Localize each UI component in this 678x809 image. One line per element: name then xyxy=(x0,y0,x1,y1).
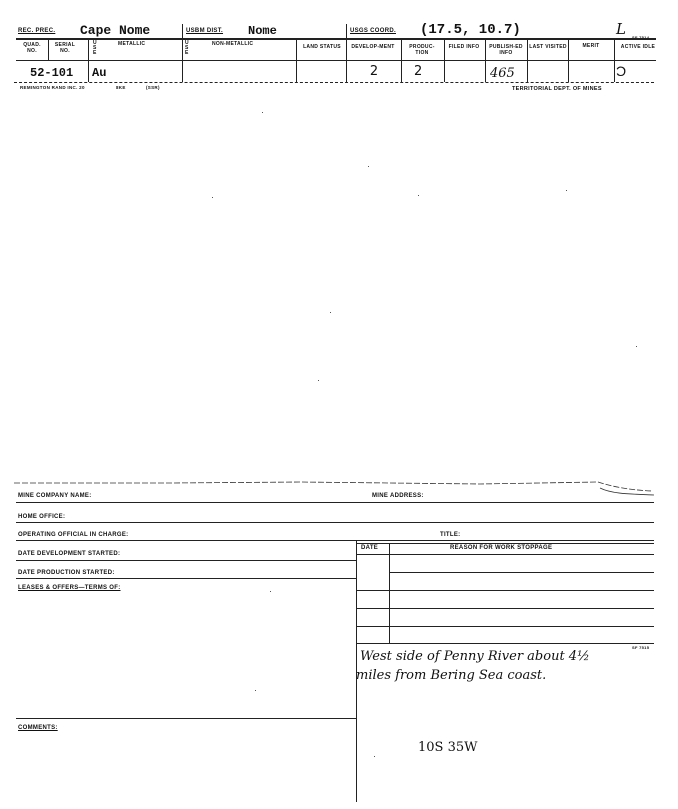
divider xyxy=(182,24,183,38)
footer-right: TERRITORIAL DEPT. OF MINES xyxy=(512,86,602,92)
rule xyxy=(356,608,654,609)
rule xyxy=(390,572,654,573)
rule xyxy=(356,554,654,555)
rule xyxy=(16,540,654,541)
rule xyxy=(16,560,356,561)
form-number: SF 7514 xyxy=(632,35,650,40)
development-header: DEVELOP-MENT xyxy=(351,44,395,50)
published-info-header: PUBLISH-ED INFO xyxy=(489,44,523,56)
rule xyxy=(356,626,654,627)
active-idle-value: Ɔ xyxy=(616,63,627,79)
use-header-metallic: U S E xyxy=(93,40,97,56)
note-line-2: miles from Bering Sea coast. xyxy=(356,668,547,683)
use-header-nonmetallic: U S E xyxy=(185,40,189,56)
active-idle-header: ACTIVE IDLE xyxy=(620,44,656,50)
development-value: 2 xyxy=(369,64,379,79)
leases-label: LEASES & OFFERS—TERMS OF: xyxy=(18,585,121,591)
rule xyxy=(356,590,654,591)
non-metallic-header: NON-METALLIC xyxy=(212,41,254,47)
last-visited-header: LAST VISITED xyxy=(529,44,567,50)
rule xyxy=(16,60,656,61)
date-col-label: DATE xyxy=(361,545,379,551)
quad-no-header: QUAD. NO. xyxy=(23,42,41,54)
footer-left: REMINGTON RAND INC. 20 xyxy=(20,85,85,90)
footer-mid-1: 8KE xyxy=(116,85,126,90)
production-value: 2 xyxy=(414,64,423,79)
quad-serial-value: 52-101 xyxy=(30,66,74,80)
footer-mid-2: (SSR) xyxy=(146,85,160,90)
mine-address-label: MINE ADDRESS: xyxy=(372,493,424,499)
usgs-coord-value: (17.5, 10.7) xyxy=(420,22,521,38)
rule xyxy=(16,502,654,503)
metallic-header: METALLIC xyxy=(118,41,146,47)
rule xyxy=(16,522,654,523)
usbm-dist-label: USBM DIST. xyxy=(186,28,224,34)
rule xyxy=(14,82,654,83)
usbm-dist-value: Nome xyxy=(248,24,277,38)
comments-label: COMMENTS: xyxy=(18,725,58,731)
published-info-value: 465 xyxy=(490,66,515,81)
title-label: TITLE: xyxy=(440,532,461,538)
date-production-label: DATE PRODUCTION STARTED: xyxy=(18,570,115,576)
serial-no-header: SERIAL NO. xyxy=(54,42,76,54)
production-header: PRODUC-TION xyxy=(409,44,435,56)
rule xyxy=(356,643,654,644)
divider xyxy=(48,38,49,60)
rec-prec-value: Cape Nome xyxy=(80,23,151,38)
reason-col-label: REASON FOR WORK STOPPAGE xyxy=(450,545,553,551)
form-number-bottom: SF 7515 xyxy=(632,645,650,650)
metallic-value: Au xyxy=(92,66,107,80)
divider xyxy=(346,24,347,38)
mine-company-name-label: MINE COMPANY NAME: xyxy=(18,493,92,499)
divider xyxy=(389,543,390,643)
rule xyxy=(16,578,356,579)
home-office-label: HOME OFFICE: xyxy=(18,514,66,520)
operating-official-label: OPERATING OFFICIAL IN CHARGE: xyxy=(18,532,129,538)
land-status-header: LAND STATUS xyxy=(303,44,341,50)
rule xyxy=(16,718,356,719)
corner-mark: L xyxy=(616,20,626,38)
rec-prec-label: REC. PREC. xyxy=(18,28,56,34)
usgs-coord-label: USGS COORD. xyxy=(350,28,396,34)
card-edge xyxy=(0,474,678,498)
merit-header: MERIT xyxy=(582,43,600,49)
filed-info-header: FILED INFO xyxy=(448,44,480,50)
location-code: 10S 35W xyxy=(418,740,478,755)
date-development-label: DATE DEVELOPMENT STARTED: xyxy=(18,551,121,557)
note-line-1: West side of Penny River about 4½ xyxy=(360,649,590,664)
rule xyxy=(356,543,654,544)
